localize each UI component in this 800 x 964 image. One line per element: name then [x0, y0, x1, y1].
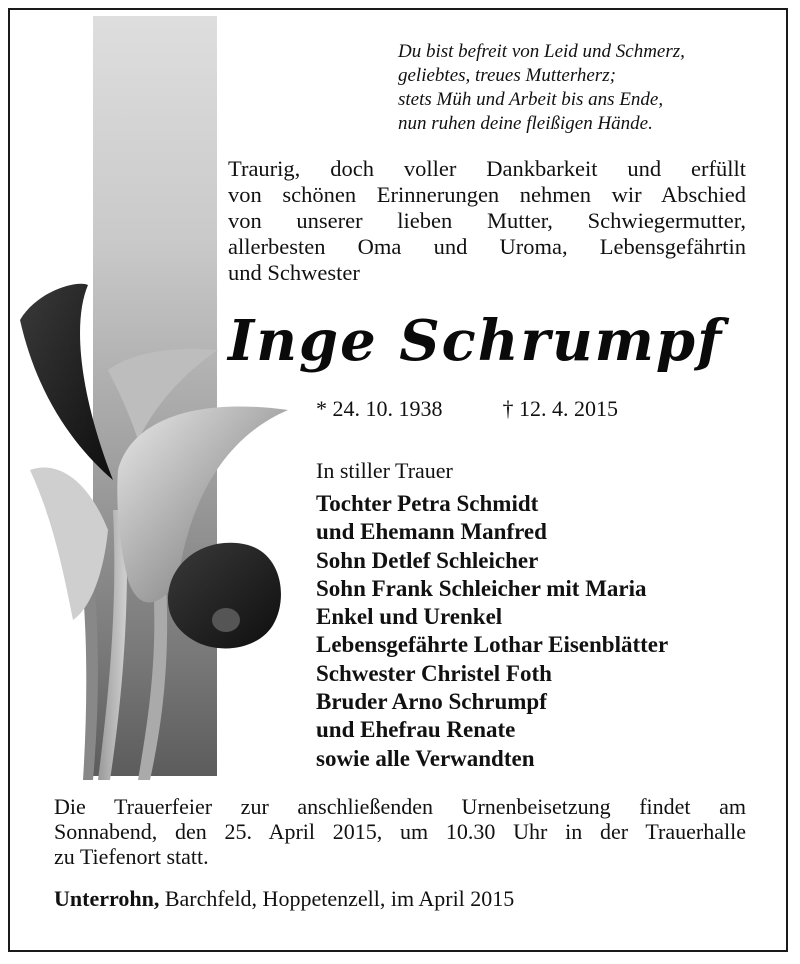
poem-line: nun ruhen deine fleißigen Hände.: [398, 113, 653, 134]
funeral-line: Die Trauerfeier zur anschließenden Urnenbeisetzung findet am: [54, 794, 746, 819]
mourner: Bruder Arno Schrumpf: [316, 689, 547, 715]
intro-line: von unserer lieben Mutter, Schwiegermutter,: [228, 208, 746, 233]
funeral-line: Sonnabend, den 25. April 2015, um 10.30 Uhr in der Trauerhalle: [54, 819, 746, 844]
place-bold: Unterrohn,: [54, 886, 160, 911]
place-rest: Barchfeld, Hoppetenzell, im April 2015: [159, 886, 515, 911]
place-date: [54, 886, 514, 912]
intro-line: Traurig, doch voller Dankbarkeit und erfüllt: [228, 156, 746, 181]
poem: [398, 40, 685, 136]
mourners-list: [316, 490, 668, 773]
deceased-name: Inge Schrumpf: [228, 308, 724, 374]
intro-line: allerbesten Oma und Uroma, Lebensgefährtin: [228, 234, 746, 259]
mourner: Schwester Christel Foth: [316, 660, 552, 686]
life-dates: [316, 396, 618, 422]
intro-line: und Schwester: [228, 260, 360, 285]
mourner: und Ehemann Manfred: [316, 519, 547, 545]
mourner: und Ehefrau Renate: [316, 717, 516, 743]
death-date: † 12. 4. 2015: [502, 396, 618, 421]
poem-line: Du bist befreit von Leid und Schmerz,: [398, 41, 685, 62]
intro-text: [228, 156, 746, 286]
poem-line: geliebtes, treues Mutterherz;: [398, 65, 616, 86]
funeral-info: [54, 794, 746, 869]
mourner: Tochter Petra Schmidt: [316, 491, 539, 516]
poem-line: stets Müh und Arbeit bis ans Ende,: [398, 89, 664, 110]
mourner: Lebensgefährte Lothar Eisenblätter: [316, 632, 669, 658]
mourner: Sohn Detlef Schleicher: [316, 547, 539, 573]
mourner: Enkel und Urenkel: [316, 604, 503, 630]
birth-date: * 24. 10. 1938: [316, 396, 443, 421]
mourning-intro: In stiller Trauer: [316, 458, 453, 483]
mourner: sowie alle Verwandten: [316, 745, 535, 771]
intro-line: von schönen Erinnerungen nehmen wir Abschied: [228, 182, 746, 207]
mourner: Sohn Frank Schleicher mit Maria: [316, 575, 647, 601]
funeral-line: zu Tiefenort statt.: [54, 844, 209, 869]
